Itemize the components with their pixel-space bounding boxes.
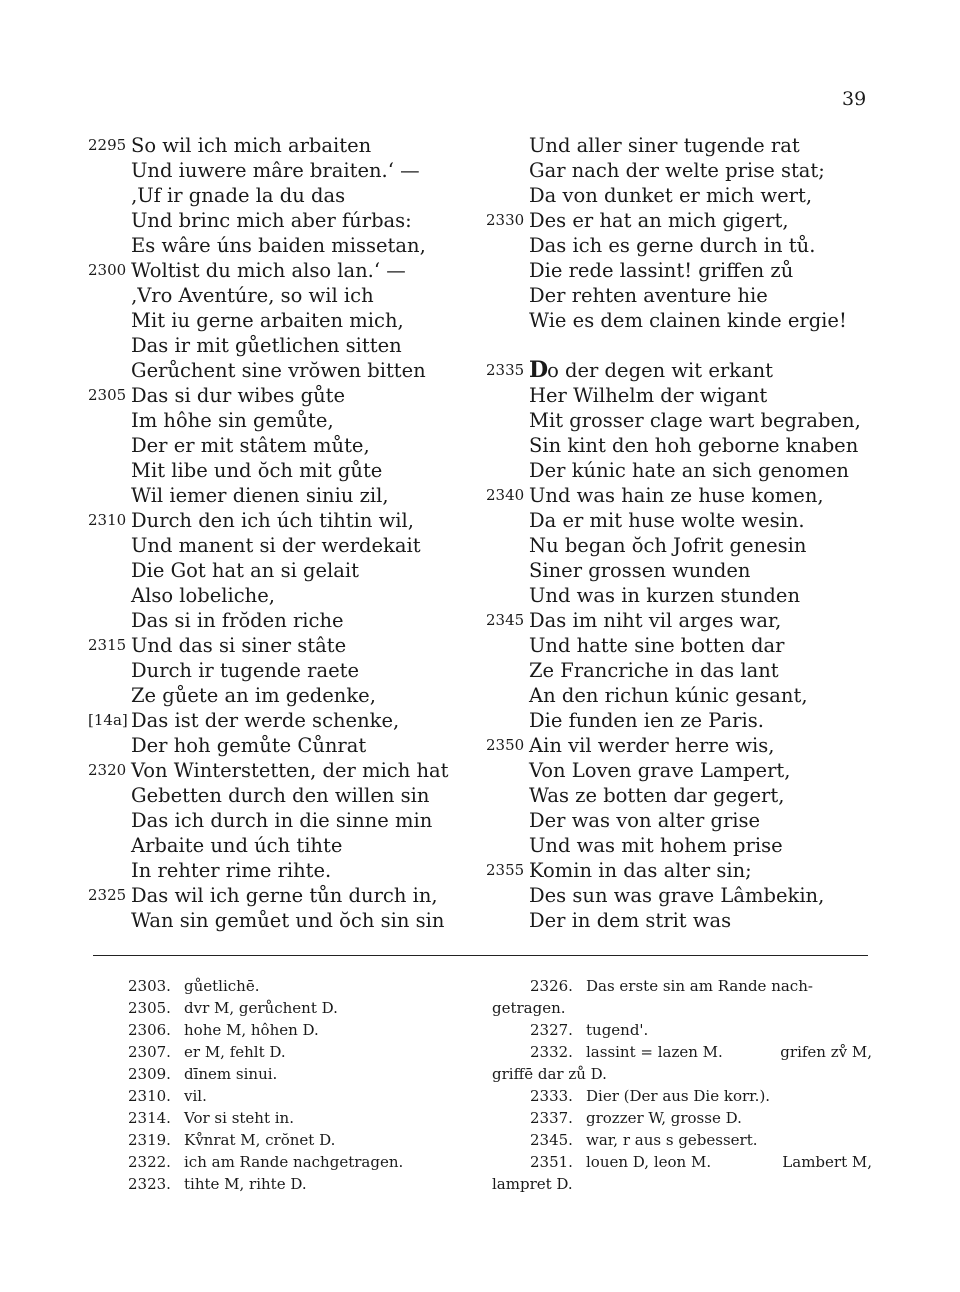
verse-text: Sin kint den hoh geborne knaben (529, 434, 859, 457)
footnote-text: Kv̊nrat M, crŏnet D. (184, 1131, 336, 1149)
verse-line (88, 433, 468, 458)
verse-text: Arbaite und úch tihte (131, 834, 343, 857)
verse-line (486, 333, 886, 358)
line-number: 2335 (486, 361, 525, 379)
verse-line (486, 208, 886, 233)
verse-line (486, 458, 886, 483)
verse-text: Die funden ien ze Paris. (529, 709, 764, 732)
verse-line (486, 258, 886, 283)
footnote-text: griffē dar zů D. (492, 1065, 607, 1083)
footnote-text: er M, fehlt D. (184, 1043, 286, 1061)
footnote (492, 1041, 872, 1063)
footnote (128, 1019, 468, 1041)
line-number: 2315 (88, 636, 127, 654)
verse-text: Und aller siner tugende rat (529, 134, 800, 157)
footnote-number: 2306. (128, 1021, 171, 1039)
footnote-text: tugend'. (586, 1021, 649, 1039)
line-number: 2295 (88, 136, 127, 154)
verse-line (486, 533, 886, 558)
verse-line (88, 533, 468, 558)
footnote (492, 1129, 872, 1151)
footnote (492, 1019, 872, 1041)
footnote (492, 975, 872, 997)
footnote (128, 1063, 468, 1085)
verse-line (88, 658, 468, 683)
line-number: 2350 (486, 736, 525, 754)
line-number: 2345 (486, 611, 525, 629)
footnote-text: gůetlichē. (184, 977, 260, 995)
footnote-number: 2333. (530, 1087, 573, 1105)
verse-line (88, 808, 468, 833)
verse-line (486, 783, 886, 808)
verse-text: Durch den ich úch tihtin wil, (131, 509, 414, 532)
verse-line (88, 308, 468, 333)
footnote-number: 2345. (530, 1131, 573, 1149)
verse-text: Woltist du mich also lan.‘ — (131, 259, 406, 282)
verse-text: Mit libe und ŏch mit gůte (131, 459, 383, 482)
verse-line (88, 283, 468, 308)
verse-text: Her Wilhelm der wigant (529, 384, 768, 407)
verse-text: Und brinc mich aber fúrbas: (131, 209, 412, 232)
footnote-number: 2310. (128, 1087, 171, 1105)
verse-line (486, 558, 886, 583)
verse-text: Das im niht vil arges war, (529, 609, 782, 632)
footnote (492, 1063, 872, 1085)
verse-text: Das ich durch in die sinne min (131, 809, 433, 832)
footnote-number: 2322. (128, 1153, 171, 1171)
verse-text: Gebetten durch den willen sin (131, 784, 430, 807)
verse-text: Also lobeliche, (131, 584, 275, 607)
verse-text: Und manent si der werdekait (131, 534, 421, 557)
verse-line (88, 258, 468, 283)
footnote-text-right: grifen zv̊ M, (780, 1043, 872, 1061)
footnote-number: 2326. (530, 977, 573, 995)
footnote (492, 1151, 872, 1173)
verse-line (88, 708, 468, 733)
verse-text: Der in dem strit was (529, 909, 732, 932)
footnote (128, 997, 468, 1019)
verse-line (88, 608, 468, 633)
line-number: 2340 (486, 486, 525, 504)
verse-line (486, 608, 886, 633)
verse-text: Komin in das alter sin; (529, 859, 752, 882)
footnote-number: 2323. (128, 1175, 171, 1193)
footnote-number: 2307. (128, 1043, 171, 1061)
verse-text: Die rede lassint! griffen zů (529, 259, 794, 282)
verse-line (88, 458, 468, 483)
footnote-number: 2319. (128, 1131, 171, 1149)
footnote (492, 1085, 872, 1107)
footnote-text: dīnem sinui. (184, 1065, 278, 1083)
verse-line (88, 858, 468, 883)
footnote-number: 2305. (128, 999, 171, 1017)
verse-text: Und das si siner stâte (131, 634, 347, 657)
line-number: [14a] (88, 711, 128, 729)
line-number: 2310 (88, 511, 127, 529)
verse-text: Und iuwere mâre braiten.‘ — (131, 159, 420, 182)
footnote (128, 1173, 468, 1195)
verse-line (486, 633, 886, 658)
verse-line (486, 758, 886, 783)
verse-line (88, 883, 468, 908)
verse-line (88, 758, 468, 783)
right-verse-column (486, 133, 886, 933)
verse-text: Das ir mit gůetlichen sitten (131, 334, 402, 357)
footnote-text: getragen. (492, 999, 566, 1017)
verse-text: Der was von alter grise (529, 809, 761, 832)
verse-text: Nu began ŏch Jofrit genesin (529, 534, 807, 557)
verse-line (88, 833, 468, 858)
footnote-text: ich am Rande nachgetragen. (184, 1153, 404, 1171)
footnote-text: tihte M, rihte D. (184, 1175, 307, 1193)
verse-line (486, 733, 886, 758)
verse-line (486, 583, 886, 608)
drop-capital: D (529, 357, 548, 383)
verse-line (88, 683, 468, 708)
verse-line (486, 358, 886, 383)
verse-line (88, 358, 468, 383)
verse-text: Der er mit stâtem můte, (131, 434, 370, 457)
verse-text: Und was in kurzen stunden (529, 584, 801, 607)
line-number: 2330 (486, 211, 525, 229)
verse-text: An den richun kúnic gesant, (529, 684, 808, 707)
line-number: 2355 (486, 861, 525, 879)
verse-line (486, 383, 886, 408)
verse-text: Gar nach der welte prise stat; (529, 159, 825, 182)
verse-line (486, 233, 886, 258)
verse-text: Der kúnic hate an sich genomen (529, 459, 849, 482)
verse-line (88, 408, 468, 433)
footnote-number: 2303. (128, 977, 171, 995)
verse-line (88, 908, 468, 933)
footnote-text: war, r aus s gebessert. (586, 1131, 758, 1149)
verse-text: Und was hain ze huse komen, (529, 484, 824, 507)
footnote (128, 1085, 468, 1107)
verse-line (88, 583, 468, 608)
verse-text: Wie es dem clainen kinde ergie! (529, 309, 847, 332)
footnote (128, 1107, 468, 1129)
verse-text: Ze Francriche in das lant (529, 659, 779, 682)
verse-text: Und hatte sine botten dar (529, 634, 785, 657)
verse-line (88, 158, 468, 183)
footnote-text: louen D, leon M. (586, 1153, 712, 1171)
verse-text: Im hôhe sin gemůte, (131, 409, 334, 432)
verse-text: In rehter rime rihte. (131, 859, 332, 882)
footnote-number: 2332. (530, 1043, 573, 1061)
verse-text: Das ist der werde schenke, (131, 709, 400, 732)
verse-text: Was ze botten dar gegert, (529, 784, 785, 807)
line-number: 2300 (88, 261, 127, 279)
verse-line (486, 158, 886, 183)
verse-line (486, 883, 886, 908)
verse-text: Das wil ich gerne tůn durch in, (131, 884, 438, 907)
verse-text: Von Loven grave Lampert, (529, 759, 791, 782)
footnotes-left (128, 975, 468, 1195)
verse-text: Mit grosser clage wart begraben, (529, 409, 861, 432)
verse-text: Der rehten aventure hie (529, 284, 768, 307)
verse-text: Die Got hat an si gelait (131, 559, 359, 582)
footnote-text: Vor si steht in. (184, 1109, 294, 1127)
verse-line (486, 908, 886, 933)
left-verse-column (88, 133, 468, 933)
verse-line (88, 383, 468, 408)
verse-text: Das si dur wibes gůte (131, 384, 346, 407)
footnote-text: lampret D. (492, 1175, 573, 1193)
verse-line (486, 133, 886, 158)
verse-line (486, 433, 886, 458)
verse-line (88, 233, 468, 258)
verse-text: Gerůchent sine vrŏwen bitten (131, 359, 426, 382)
footnote (492, 1173, 872, 1195)
verse-line (486, 183, 886, 208)
footnote-text-right: Lambert M, (782, 1153, 872, 1171)
footnote-text: hohe M, hôhen D. (184, 1021, 319, 1039)
footnote (128, 1041, 468, 1063)
verse-line (486, 808, 886, 833)
verse-line (88, 483, 468, 508)
verse-line (486, 858, 886, 883)
line-number: 2325 (88, 886, 127, 904)
line-number: 2305 (88, 386, 127, 404)
verse-line (486, 483, 886, 508)
verse-line (88, 783, 468, 808)
verse-line (486, 308, 886, 333)
verse-text: Des er hat an mich gigert, (529, 209, 789, 232)
verse-line (88, 333, 468, 358)
verse-line (486, 683, 886, 708)
footnote (492, 1107, 872, 1129)
verse-line (88, 133, 468, 158)
verse-text: So wil ich mich arbaiten (131, 134, 372, 157)
verse-text: ‚Vro Aventúre, so wil ich (131, 284, 374, 307)
verse-text: Ain vil werder herre wis, (529, 734, 775, 757)
verse-text: Das ich es gerne durch in tů. (529, 234, 816, 257)
verse-line (486, 658, 886, 683)
footnote-text: Das erste sin am Rande nach- (586, 977, 813, 995)
verse-line (88, 633, 468, 658)
footnote-text: dvr M, gerůchent D. (184, 999, 338, 1017)
verse-text: Und was mit hohem prise (529, 834, 783, 857)
verse-line (88, 208, 468, 233)
page-number: 39 (842, 88, 867, 110)
verse-text: Siner grossen wunden (529, 559, 751, 582)
verse-text: Der hoh gemůte Cůnrat (131, 734, 367, 757)
verse-line (486, 508, 886, 533)
verse-text: ‚Uf ir gnade la du das (131, 184, 346, 207)
footnote-number: 2314. (128, 1109, 171, 1127)
verse-line (88, 558, 468, 583)
verse-text: Von Winterstetten, der mich hat (131, 759, 449, 782)
footnotes-right (492, 975, 872, 1195)
footnote-number: 2337. (530, 1109, 573, 1127)
verse-text: Des sun was grave Lâmbekin, (529, 884, 825, 907)
footnote (492, 997, 872, 1019)
footnote-text: lassint = lazen M. (586, 1043, 723, 1061)
verse-text: Es wâre úns baiden missetan, (131, 234, 426, 257)
verse-text: Mit iu gerne arbaiten mich, (131, 309, 404, 332)
verse-text: Das si in frŏden riche (131, 609, 344, 632)
verse-line (486, 708, 886, 733)
verse-line (486, 833, 886, 858)
verse-text: Wil iemer dienen siniu zil, (131, 484, 389, 507)
verse-line (486, 283, 886, 308)
footnote-number: 2309. (128, 1065, 171, 1083)
verse-text: Ze gůete an im gedenke, (131, 684, 376, 707)
verse-text: Durch ir tugende raete (131, 659, 360, 682)
footnote-text: grozzer W, grosse D. (586, 1109, 742, 1127)
footnote-text: vil. (184, 1087, 207, 1105)
footnote-text: Dier (Der aus Die korr.). (586, 1087, 771, 1105)
footnote (128, 1151, 468, 1173)
verse-text: Da er mit huse wolte wesin. (529, 509, 805, 532)
verse-line (88, 183, 468, 208)
footnote-number: 2351. (530, 1153, 573, 1171)
footnote (128, 1129, 468, 1151)
verse-text: Do der degen wit erkant (529, 357, 774, 383)
line-number: 2320 (88, 761, 127, 779)
footnote-divider (93, 955, 868, 956)
footnote (128, 975, 468, 997)
verse-text: Da von dunket er mich wert, (529, 184, 813, 207)
verse-text: Wan sin gemůet und ŏch sin sin (131, 909, 445, 932)
footnote-number: 2327. (530, 1021, 573, 1039)
verse-line (88, 508, 468, 533)
verse-line (88, 733, 468, 758)
verse-line (486, 408, 886, 433)
